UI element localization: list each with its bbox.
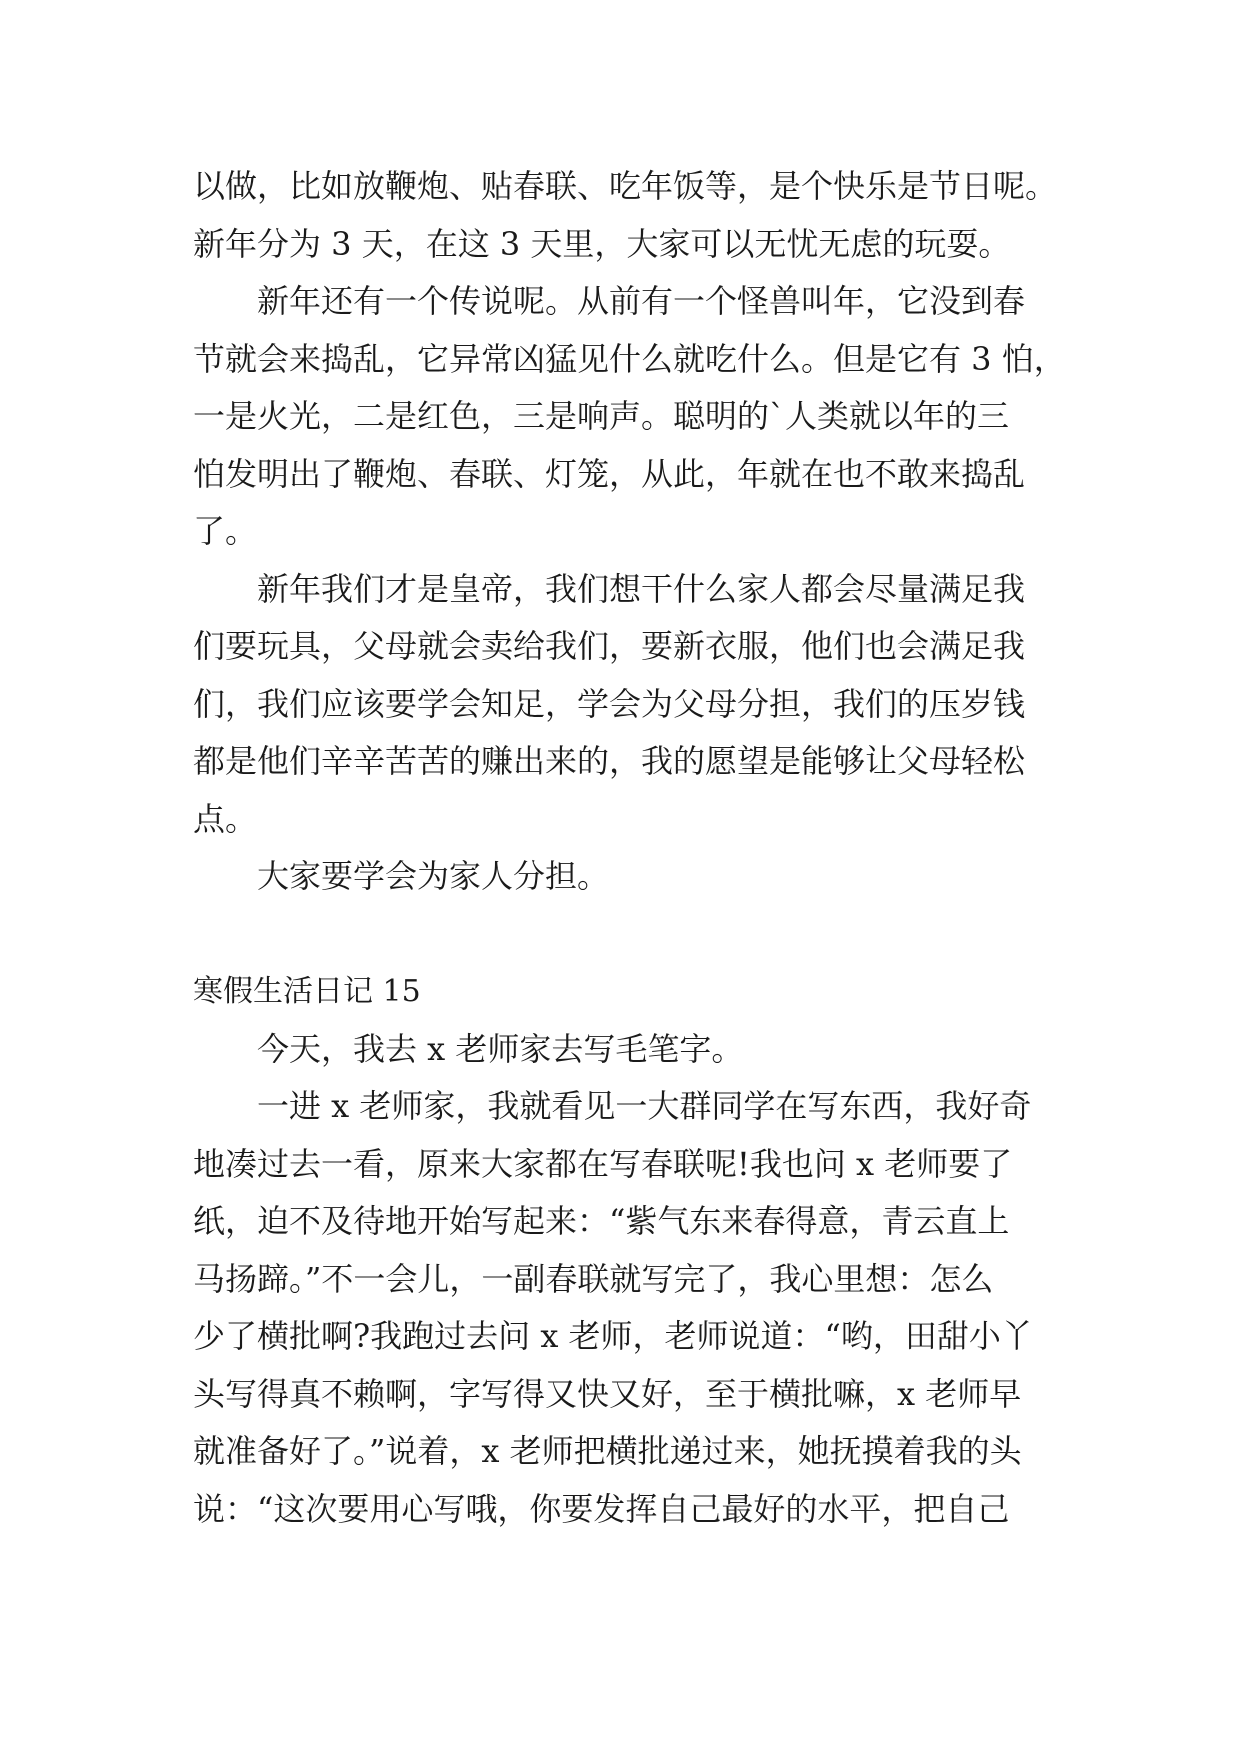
paragraph-start-line: 新年我们才是皇帝，我们想干什么家人都会尽量满足我 xyxy=(257,569,1026,608)
text-line: 节就会来捣乱，它异常凶猛见什么就吃什么。但是它有 3 怕， xyxy=(193,339,1066,378)
text-line: 怕发明出了鞭炮、春联、灯笼，从此，年就在也不敢来捣乱 xyxy=(193,454,1026,493)
text-line: 了。 xyxy=(193,512,258,550)
text-line: 一是火光，二是红色，三是响声。聪明的`人类就以年的三 xyxy=(193,397,1010,435)
paragraph-gap xyxy=(193,906,1053,964)
document-body xyxy=(193,158,1066,1538)
text-line: 点。 xyxy=(193,799,258,838)
text-line: 新年分为 3 天，在这 3 天里，大家可以无忧无虑的玩耍。 xyxy=(193,224,1011,263)
text-line: 就准备好了。”说着，x 老师把横批递过来，她抚摸着我的头 xyxy=(193,1432,1022,1470)
paragraph-start-line: 一进 x 老师家，我就看见一大群同学在写东西，我好奇 xyxy=(257,1087,1032,1125)
text-line: 少了横批啊?我跑过去问 x 老师，老师说道：“哟，田甜小丫 xyxy=(193,1317,1033,1355)
text-line: 们要玩具，父母就会卖给我们，要新衣服，他们也会满足我 xyxy=(193,627,1026,665)
text-line: 头写得真不赖啊，字写得又快又好，至于横批嘛，x 老师早 xyxy=(193,1374,1022,1413)
text-line: 们，我们应该要学会知足，学会为父母分担，我们的压岁钱 xyxy=(193,684,1026,723)
section-title: 寒假生活日记 15 xyxy=(193,974,421,1009)
paragraph-start-line: 今天，我去 x 老师家去写毛笔字。 xyxy=(257,1029,744,1068)
text-line: 都是他们辛辛苦苦的赚出来的，我的愿望是能够让父母轻松 xyxy=(193,742,1026,780)
text-line: 地凑过去一看，原来大家都在写春联呢!我也问 x 老师要了 xyxy=(193,1144,1013,1183)
text-line: 纸，迫不及待地开始写起来：“紫气东来春得意，青云直上 xyxy=(193,1202,1010,1240)
paragraph-start-line: 新年还有一个传说呢。从前有一个怪兽叫年，它没到春 xyxy=(257,282,1026,320)
text-line: 以做，比如放鞭炮、贴春联、吃年饭等，是个快乐是节日呢。 xyxy=(193,167,1058,205)
text-line: 马扬蹄。”不一会儿，一副春联就写完了，我心里想：怎么 xyxy=(193,1259,994,1298)
paragraph-start-line: 大家要学会为家人分担。 xyxy=(257,857,610,895)
text-line: 说：“这次要用心写哦，你要发挥自己最好的水平，把自己 xyxy=(193,1489,1010,1528)
